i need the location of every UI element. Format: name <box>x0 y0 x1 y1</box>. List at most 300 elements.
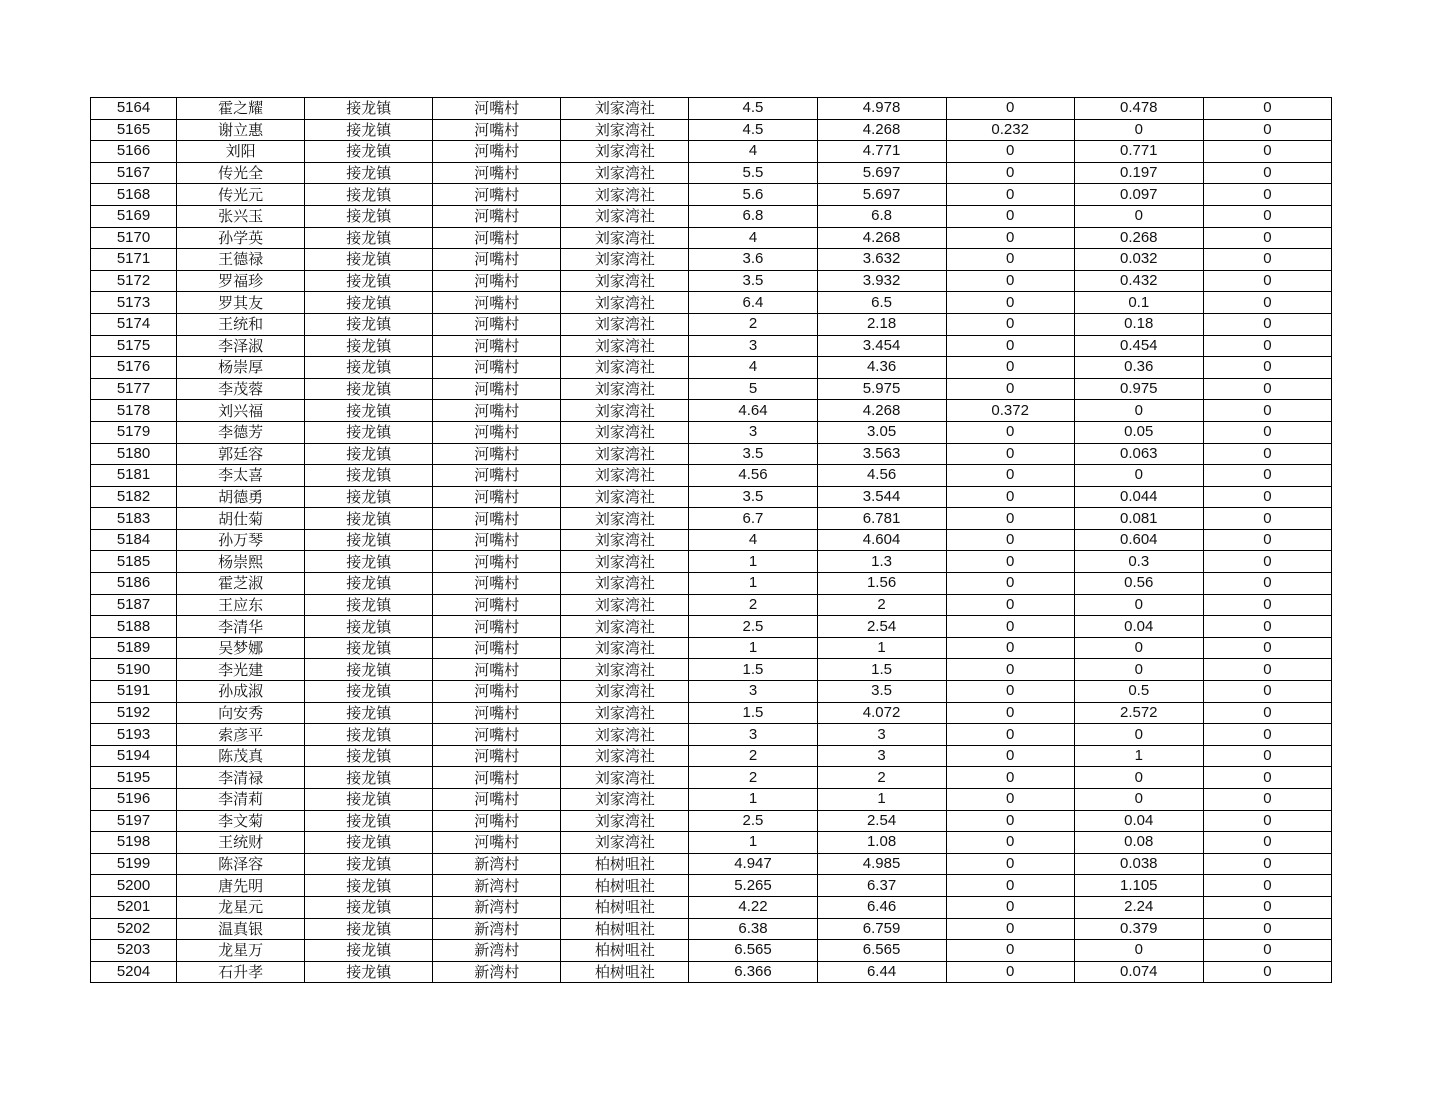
cell-value-c: 0 <box>946 702 1074 724</box>
table-row <box>91 465 1332 487</box>
cell-value-d: 0 <box>1074 594 1203 616</box>
cell-value-c: 0 <box>946 98 1074 120</box>
cell-value-d: 0.18 <box>1074 313 1203 335</box>
cell-name: 谢立惠 <box>177 119 305 141</box>
cell-value-d: 0.432 <box>1074 270 1203 292</box>
cell-value-d: 1.105 <box>1074 875 1203 897</box>
cell-town: 接龙镇 <box>305 616 433 638</box>
cell-town: 接龙镇 <box>305 702 433 724</box>
cell-value-a: 2 <box>689 767 817 789</box>
cell-village: 河嘴村 <box>433 529 561 551</box>
cell-row-id: 5183 <box>91 508 177 530</box>
cell-value-e: 0 <box>1203 443 1331 465</box>
cell-value-a: 3 <box>689 681 817 703</box>
cell-group: 刘家湾社 <box>561 378 689 400</box>
cell-value-c: 0 <box>946 637 1074 659</box>
table-row <box>91 896 1332 918</box>
cell-value-b: 4.771 <box>817 141 946 163</box>
cell-value-c: 0 <box>946 249 1074 271</box>
table-row <box>91 357 1332 379</box>
cell-row-id: 5182 <box>91 486 177 508</box>
cell-value-c: 0 <box>946 335 1074 357</box>
table-row <box>91 961 1332 983</box>
cell-value-c: 0 <box>946 551 1074 573</box>
cell-value-c: 0 <box>946 486 1074 508</box>
cell-town: 接龙镇 <box>305 594 433 616</box>
cell-value-c: 0 <box>946 961 1074 983</box>
cell-group: 刘家湾社 <box>561 702 689 724</box>
cell-village: 河嘴村 <box>433 810 561 832</box>
cell-value-a: 3.5 <box>689 443 817 465</box>
cell-row-id: 5194 <box>91 745 177 767</box>
cell-village: 河嘴村 <box>433 378 561 400</box>
cell-group: 刘家湾社 <box>561 767 689 789</box>
cell-name: 传光元 <box>177 184 305 206</box>
cell-town: 接龙镇 <box>305 853 433 875</box>
cell-group: 刘家湾社 <box>561 141 689 163</box>
cell-group: 刘家湾社 <box>561 205 689 227</box>
cell-town: 接龙镇 <box>305 378 433 400</box>
cell-value-d: 0.5 <box>1074 681 1203 703</box>
table-row <box>91 789 1332 811</box>
cell-name: 张兴玉 <box>177 205 305 227</box>
cell-value-a: 3.6 <box>689 249 817 271</box>
cell-group: 刘家湾社 <box>561 810 689 832</box>
cell-row-id: 5198 <box>91 832 177 854</box>
cell-value-c: 0 <box>946 227 1074 249</box>
table-row <box>91 486 1332 508</box>
cell-group: 刘家湾社 <box>561 98 689 120</box>
cell-value-a: 2 <box>689 594 817 616</box>
cell-name: 李光建 <box>177 659 305 681</box>
cell-group: 刘家湾社 <box>561 659 689 681</box>
cell-value-a: 5.6 <box>689 184 817 206</box>
cell-row-id: 5175 <box>91 335 177 357</box>
cell-group: 柏树咀社 <box>561 853 689 875</box>
cell-group: 刘家湾社 <box>561 724 689 746</box>
cell-name: 刘兴福 <box>177 400 305 422</box>
cell-village: 新湾村 <box>433 961 561 983</box>
table-row <box>91 378 1332 400</box>
cell-village: 河嘴村 <box>433 400 561 422</box>
cell-row-id: 5188 <box>91 616 177 638</box>
cell-row-id: 5165 <box>91 119 177 141</box>
cell-row-id: 5174 <box>91 313 177 335</box>
cell-row-id: 5168 <box>91 184 177 206</box>
table-row <box>91 551 1332 573</box>
cell-town: 接龙镇 <box>305 335 433 357</box>
cell-village: 新湾村 <box>433 896 561 918</box>
cell-value-b: 6.781 <box>817 508 946 530</box>
cell-value-b: 4.268 <box>817 227 946 249</box>
cell-value-a: 6.366 <box>689 961 817 983</box>
cell-value-a: 4.5 <box>689 119 817 141</box>
cell-row-id: 5177 <box>91 378 177 400</box>
cell-value-e: 0 <box>1203 292 1331 314</box>
cell-row-id: 5167 <box>91 162 177 184</box>
cell-value-d: 0.038 <box>1074 853 1203 875</box>
cell-value-e: 0 <box>1203 594 1331 616</box>
cell-value-e: 0 <box>1203 681 1331 703</box>
table-row <box>91 249 1332 271</box>
cell-name: 杨崇熙 <box>177 551 305 573</box>
cell-name: 刘阳 <box>177 141 305 163</box>
cell-value-b: 3.563 <box>817 443 946 465</box>
cell-value-a: 1 <box>689 789 817 811</box>
cell-value-d: 0 <box>1074 789 1203 811</box>
cell-value-c: 0 <box>946 659 1074 681</box>
cell-value-c: 0 <box>946 594 1074 616</box>
cell-value-a: 2 <box>689 313 817 335</box>
cell-value-c: 0 <box>946 378 1074 400</box>
cell-value-d: 2.24 <box>1074 896 1203 918</box>
cell-value-c: 0.232 <box>946 119 1074 141</box>
cell-value-b: 3.632 <box>817 249 946 271</box>
cell-value-a: 6.8 <box>689 205 817 227</box>
cell-name: 温真银 <box>177 918 305 940</box>
cell-village: 河嘴村 <box>433 832 561 854</box>
cell-name: 孙万琴 <box>177 529 305 551</box>
cell-group: 刘家湾社 <box>561 270 689 292</box>
cell-town: 接龙镇 <box>305 767 433 789</box>
cell-value-e: 0 <box>1203 724 1331 746</box>
cell-value-e: 0 <box>1203 616 1331 638</box>
cell-row-id: 5166 <box>91 141 177 163</box>
cell-value-d: 0.3 <box>1074 551 1203 573</box>
table-row <box>91 184 1332 206</box>
table-row <box>91 681 1332 703</box>
cell-name: 霍芝淑 <box>177 573 305 595</box>
cell-name: 陈茂真 <box>177 745 305 767</box>
cell-value-c: 0 <box>946 465 1074 487</box>
cell-village: 河嘴村 <box>433 270 561 292</box>
cell-value-c: 0 <box>946 616 1074 638</box>
cell-value-e: 0 <box>1203 745 1331 767</box>
table-row <box>91 400 1332 422</box>
cell-value-b: 1.08 <box>817 832 946 854</box>
cell-value-c: 0 <box>946 767 1074 789</box>
cell-village: 河嘴村 <box>433 573 561 595</box>
cell-town: 接龙镇 <box>305 875 433 897</box>
cell-value-b: 1 <box>817 789 946 811</box>
cell-name: 霍之耀 <box>177 98 305 120</box>
table-row <box>91 529 1332 551</box>
cell-town: 接龙镇 <box>305 724 433 746</box>
cell-value-b: 6.5 <box>817 292 946 314</box>
cell-value-b: 6.37 <box>817 875 946 897</box>
cell-name: 罗其友 <box>177 292 305 314</box>
cell-town: 接龙镇 <box>305 205 433 227</box>
table-row <box>91 162 1332 184</box>
cell-value-b: 6.8 <box>817 205 946 227</box>
cell-value-d: 0.097 <box>1074 184 1203 206</box>
cell-village: 河嘴村 <box>433 119 561 141</box>
cell-value-d: 0.975 <box>1074 378 1203 400</box>
table-row <box>91 637 1332 659</box>
cell-value-c: 0 <box>946 443 1074 465</box>
cell-value-b: 1 <box>817 637 946 659</box>
cell-value-e: 0 <box>1203 162 1331 184</box>
cell-value-d: 0.04 <box>1074 616 1203 638</box>
cell-value-b: 2.18 <box>817 313 946 335</box>
cell-name: 龙星元 <box>177 896 305 918</box>
cell-village: 新湾村 <box>433 918 561 940</box>
cell-name: 王统和 <box>177 313 305 335</box>
cell-value-b: 4.072 <box>817 702 946 724</box>
cell-group: 刘家湾社 <box>561 832 689 854</box>
cell-village: 新湾村 <box>433 853 561 875</box>
cell-value-d: 0 <box>1074 637 1203 659</box>
cell-name: 龙星万 <box>177 940 305 962</box>
cell-value-c: 0 <box>946 853 1074 875</box>
cell-value-a: 4.56 <box>689 465 817 487</box>
cell-row-id: 5176 <box>91 357 177 379</box>
cell-village: 河嘴村 <box>433 313 561 335</box>
cell-value-b: 1.5 <box>817 659 946 681</box>
table-row <box>91 940 1332 962</box>
cell-value-b: 1.3 <box>817 551 946 573</box>
cell-value-e: 0 <box>1203 637 1331 659</box>
cell-group: 柏树咀社 <box>561 940 689 962</box>
cell-village: 河嘴村 <box>433 594 561 616</box>
cell-value-c: 0 <box>946 292 1074 314</box>
cell-village: 河嘴村 <box>433 98 561 120</box>
table-row <box>91 875 1332 897</box>
cell-value-b: 6.46 <box>817 896 946 918</box>
cell-value-c: 0 <box>946 162 1074 184</box>
table-row <box>91 508 1332 530</box>
cell-town: 接龙镇 <box>305 896 433 918</box>
cell-name: 孙成淑 <box>177 681 305 703</box>
cell-name: 罗福珍 <box>177 270 305 292</box>
cell-value-d: 1 <box>1074 745 1203 767</box>
cell-group: 刘家湾社 <box>561 357 689 379</box>
cell-town: 接龙镇 <box>305 162 433 184</box>
cell-value-d: 0.771 <box>1074 141 1203 163</box>
cell-village: 河嘴村 <box>433 335 561 357</box>
cell-row-id: 5169 <box>91 205 177 227</box>
cell-group: 刘家湾社 <box>561 184 689 206</box>
cell-row-id: 5192 <box>91 702 177 724</box>
cell-value-c: 0.372 <box>946 400 1074 422</box>
cell-town: 接龙镇 <box>305 249 433 271</box>
cell-value-b: 6.565 <box>817 940 946 962</box>
cell-value-a: 2.5 <box>689 810 817 832</box>
cell-group: 刘家湾社 <box>561 573 689 595</box>
table-row <box>91 659 1332 681</box>
cell-value-e: 0 <box>1203 810 1331 832</box>
cell-town: 接龙镇 <box>305 119 433 141</box>
cell-name: 孙学英 <box>177 227 305 249</box>
cell-value-c: 0 <box>946 184 1074 206</box>
cell-value-a: 3.5 <box>689 270 817 292</box>
cell-row-id: 5193 <box>91 724 177 746</box>
cell-value-c: 0 <box>946 918 1074 940</box>
cell-group: 刘家湾社 <box>561 508 689 530</box>
cell-value-b: 2.54 <box>817 616 946 638</box>
cell-group: 刘家湾社 <box>561 421 689 443</box>
cell-value-e: 0 <box>1203 789 1331 811</box>
cell-town: 接龙镇 <box>305 313 433 335</box>
table-row <box>91 313 1332 335</box>
cell-value-a: 1.5 <box>689 702 817 724</box>
cell-value-d: 0.197 <box>1074 162 1203 184</box>
cell-name: 李清华 <box>177 616 305 638</box>
cell-value-a: 4 <box>689 227 817 249</box>
cell-value-e: 0 <box>1203 313 1331 335</box>
cell-town: 接龙镇 <box>305 810 433 832</box>
cell-value-d: 0 <box>1074 940 1203 962</box>
table-row <box>91 335 1332 357</box>
table-body <box>91 98 1332 983</box>
cell-value-b: 3 <box>817 745 946 767</box>
table-row <box>91 270 1332 292</box>
table-row <box>91 205 1332 227</box>
cell-row-id: 5196 <box>91 789 177 811</box>
cell-group: 刘家湾社 <box>561 249 689 271</box>
cell-village: 河嘴村 <box>433 702 561 724</box>
cell-value-b: 5.975 <box>817 378 946 400</box>
cell-value-d: 0.56 <box>1074 573 1203 595</box>
cell-row-id: 5178 <box>91 400 177 422</box>
cell-value-e: 0 <box>1203 767 1331 789</box>
cell-group: 刘家湾社 <box>561 313 689 335</box>
cell-row-id: 5179 <box>91 421 177 443</box>
cell-value-a: 5.5 <box>689 162 817 184</box>
cell-town: 接龙镇 <box>305 659 433 681</box>
cell-value-e: 0 <box>1203 659 1331 681</box>
cell-value-d: 0.1 <box>1074 292 1203 314</box>
cell-group: 刘家湾社 <box>561 335 689 357</box>
cell-value-d: 0.044 <box>1074 486 1203 508</box>
cell-village: 河嘴村 <box>433 421 561 443</box>
cell-name: 郭廷容 <box>177 443 305 465</box>
cell-village: 河嘴村 <box>433 616 561 638</box>
cell-village: 河嘴村 <box>433 767 561 789</box>
cell-value-d: 0.04 <box>1074 810 1203 832</box>
cell-value-c: 0 <box>946 205 1074 227</box>
cell-value-b: 6.759 <box>817 918 946 940</box>
cell-value-d: 0.36 <box>1074 357 1203 379</box>
cell-value-a: 4 <box>689 357 817 379</box>
cell-village: 河嘴村 <box>433 249 561 271</box>
cell-value-b: 4.268 <box>817 119 946 141</box>
cell-row-id: 5191 <box>91 681 177 703</box>
cell-row-id: 5202 <box>91 918 177 940</box>
cell-town: 接龙镇 <box>305 98 433 120</box>
cell-village: 河嘴村 <box>433 141 561 163</box>
cell-town: 接龙镇 <box>305 227 433 249</box>
cell-town: 接龙镇 <box>305 421 433 443</box>
cell-value-e: 0 <box>1203 875 1331 897</box>
cell-value-a: 4.22 <box>689 896 817 918</box>
cell-row-id: 5195 <box>91 767 177 789</box>
cell-value-b: 4.56 <box>817 465 946 487</box>
cell-value-b: 1.56 <box>817 573 946 595</box>
cell-row-id: 5185 <box>91 551 177 573</box>
cell-value-e: 0 <box>1203 832 1331 854</box>
cell-value-e: 0 <box>1203 184 1331 206</box>
cell-village: 河嘴村 <box>433 637 561 659</box>
cell-row-id: 5172 <box>91 270 177 292</box>
cell-town: 接龙镇 <box>305 443 433 465</box>
cell-value-b: 3.05 <box>817 421 946 443</box>
cell-group: 柏树咀社 <box>561 918 689 940</box>
cell-name: 王统财 <box>177 832 305 854</box>
cell-value-e: 0 <box>1203 400 1331 422</box>
table-row <box>91 227 1332 249</box>
table-row <box>91 767 1332 789</box>
cell-town: 接龙镇 <box>305 184 433 206</box>
cell-group: 刘家湾社 <box>561 789 689 811</box>
cell-value-e: 0 <box>1203 896 1331 918</box>
table-row <box>91 810 1332 832</box>
cell-value-c: 0 <box>946 940 1074 962</box>
cell-row-id: 5164 <box>91 98 177 120</box>
cell-value-a: 4.64 <box>689 400 817 422</box>
cell-village: 河嘴村 <box>433 292 561 314</box>
cell-village: 河嘴村 <box>433 724 561 746</box>
cell-value-d: 0.081 <box>1074 508 1203 530</box>
cell-town: 接龙镇 <box>305 508 433 530</box>
cell-village: 河嘴村 <box>433 745 561 767</box>
cell-value-c: 0 <box>946 681 1074 703</box>
cell-name: 胡德勇 <box>177 486 305 508</box>
cell-value-b: 3 <box>817 724 946 746</box>
cell-name: 索彦平 <box>177 724 305 746</box>
table-row <box>91 573 1332 595</box>
cell-village: 新湾村 <box>433 940 561 962</box>
cell-value-e: 0 <box>1203 551 1331 573</box>
cell-name: 唐先明 <box>177 875 305 897</box>
cell-value-b: 2 <box>817 594 946 616</box>
cell-village: 河嘴村 <box>433 789 561 811</box>
cell-value-b: 6.44 <box>817 961 946 983</box>
cell-value-c: 0 <box>946 875 1074 897</box>
cell-value-a: 4.947 <box>689 853 817 875</box>
cell-row-id: 5180 <box>91 443 177 465</box>
cell-value-a: 6.565 <box>689 940 817 962</box>
cell-town: 接龙镇 <box>305 681 433 703</box>
cell-row-id: 5187 <box>91 594 177 616</box>
cell-village: 新湾村 <box>433 875 561 897</box>
cell-value-a: 4 <box>689 529 817 551</box>
cell-village: 河嘴村 <box>433 659 561 681</box>
cell-value-d: 0.379 <box>1074 918 1203 940</box>
cell-group: 柏树咀社 <box>561 961 689 983</box>
cell-value-c: 0 <box>946 896 1074 918</box>
cell-name: 王应东 <box>177 594 305 616</box>
cell-value-c: 0 <box>946 357 1074 379</box>
cell-town: 接龙镇 <box>305 270 433 292</box>
cell-group: 刘家湾社 <box>561 551 689 573</box>
table-row <box>91 745 1332 767</box>
cell-value-b: 3.5 <box>817 681 946 703</box>
table-row <box>91 724 1332 746</box>
cell-value-e: 0 <box>1203 529 1331 551</box>
cell-village: 河嘴村 <box>433 681 561 703</box>
cell-value-d: 0 <box>1074 767 1203 789</box>
cell-village: 河嘴村 <box>433 443 561 465</box>
cell-value-d: 0 <box>1074 465 1203 487</box>
cell-value-a: 1 <box>689 573 817 595</box>
cell-village: 河嘴村 <box>433 551 561 573</box>
cell-value-d: 0.074 <box>1074 961 1203 983</box>
cell-value-e: 0 <box>1203 486 1331 508</box>
cell-village: 河嘴村 <box>433 184 561 206</box>
cell-value-b: 3.932 <box>817 270 946 292</box>
cell-value-a: 1 <box>689 551 817 573</box>
